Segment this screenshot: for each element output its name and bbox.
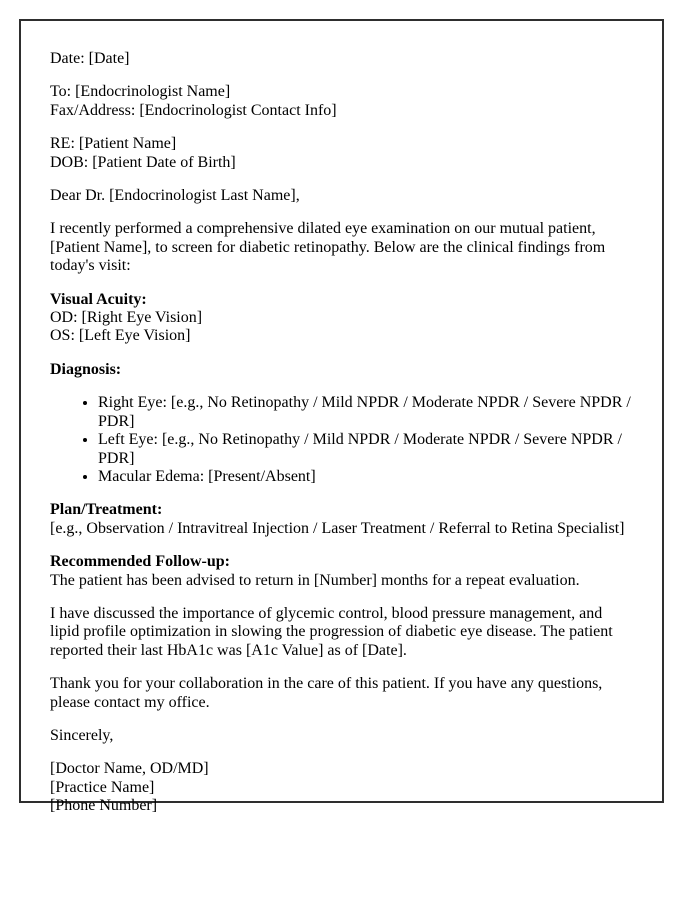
fax-address-line: Fax/Address: [Endocrinologist Contact Info] <box>50 101 337 119</box>
diagnosis-item-left-eye: • Left Eye: [e.g., No Retinopathy / Mild NPDR / Moderate NPDR / Severe NPDR / PDR] <box>98 431 634 468</box>
os-line: OS: [Left Eye Vision] <box>50 327 191 345</box>
diagnosis-heading: Diagnosis: <box>50 360 122 378</box>
plan-heading: Plan/Treatment: <box>50 501 163 519</box>
visual-acuity-block <box>50 291 634 346</box>
diagnosis-item-right-eye: • Right Eye: [e.g., No Retinopathy / Mild NPDR / Moderate NPDR / Severe NPDR / PDR] <box>98 394 634 431</box>
follow-up-body: The patient has been advised to return in [Number] months for a repeat evaluation. <box>50 571 580 589</box>
recipient-block <box>50 83 634 120</box>
intro-paragraph: I recently performed a comprehensive dilated eye examination on our mutual patient, [Patient Name], to screen for diabetic retinopathy. Below are the clinical findings from today's visit: <box>50 220 606 275</box>
plan-block <box>50 501 634 538</box>
visual-acuity-heading: Visual Acuity: <box>50 290 147 308</box>
doctor-name-line: [Doctor Name, OD/MD] <box>50 760 209 778</box>
diagnosis-list <box>50 394 634 486</box>
plan-body: [e.g., Observation / Intravitreal Injection / Laser Treatment / Referral to Retina Specialist] <box>50 519 625 537</box>
follow-up-block <box>50 553 634 590</box>
closing-paragraph: Thank you for your collaboration in the care of this patient. If you have any questions, please contact my office. <box>50 675 603 711</box>
phone-number-line: [Phone Number] <box>50 797 158 815</box>
date-line: Date: [Date] <box>50 50 130 67</box>
signature-block <box>50 760 634 815</box>
discussion-paragraph: I have discussed the importance of glycemic control, blood pressure management, and lipid profile optimization in slowing the progression of diabetic eye disease. The patient reported their last HbA1c was [A1c Value] as of [Date]. <box>50 604 613 659</box>
follow-up-heading: Recommended Follow-up: <box>50 553 230 571</box>
diagnosis-item-macular-edema: • Macular Edema: [Present/Absent] <box>98 468 634 486</box>
re-line: RE: [Patient Name] <box>50 135 177 153</box>
patient-block <box>50 135 634 172</box>
practice-name-line: [Practice Name] <box>50 778 155 796</box>
od-line: OD: [Right Eye Vision] <box>50 309 203 327</box>
salutation: Dear Dr. [Endocrinologist Last Name], <box>50 187 300 205</box>
letter-page <box>19 19 664 815</box>
sign-off: Sincerely, <box>50 726 114 744</box>
diagnosis-heading-block <box>50 361 634 379</box>
to-line: To: [Endocrinologist Name] <box>50 83 231 101</box>
dob-line: DOB: [Patient Date of Birth] <box>50 153 236 171</box>
